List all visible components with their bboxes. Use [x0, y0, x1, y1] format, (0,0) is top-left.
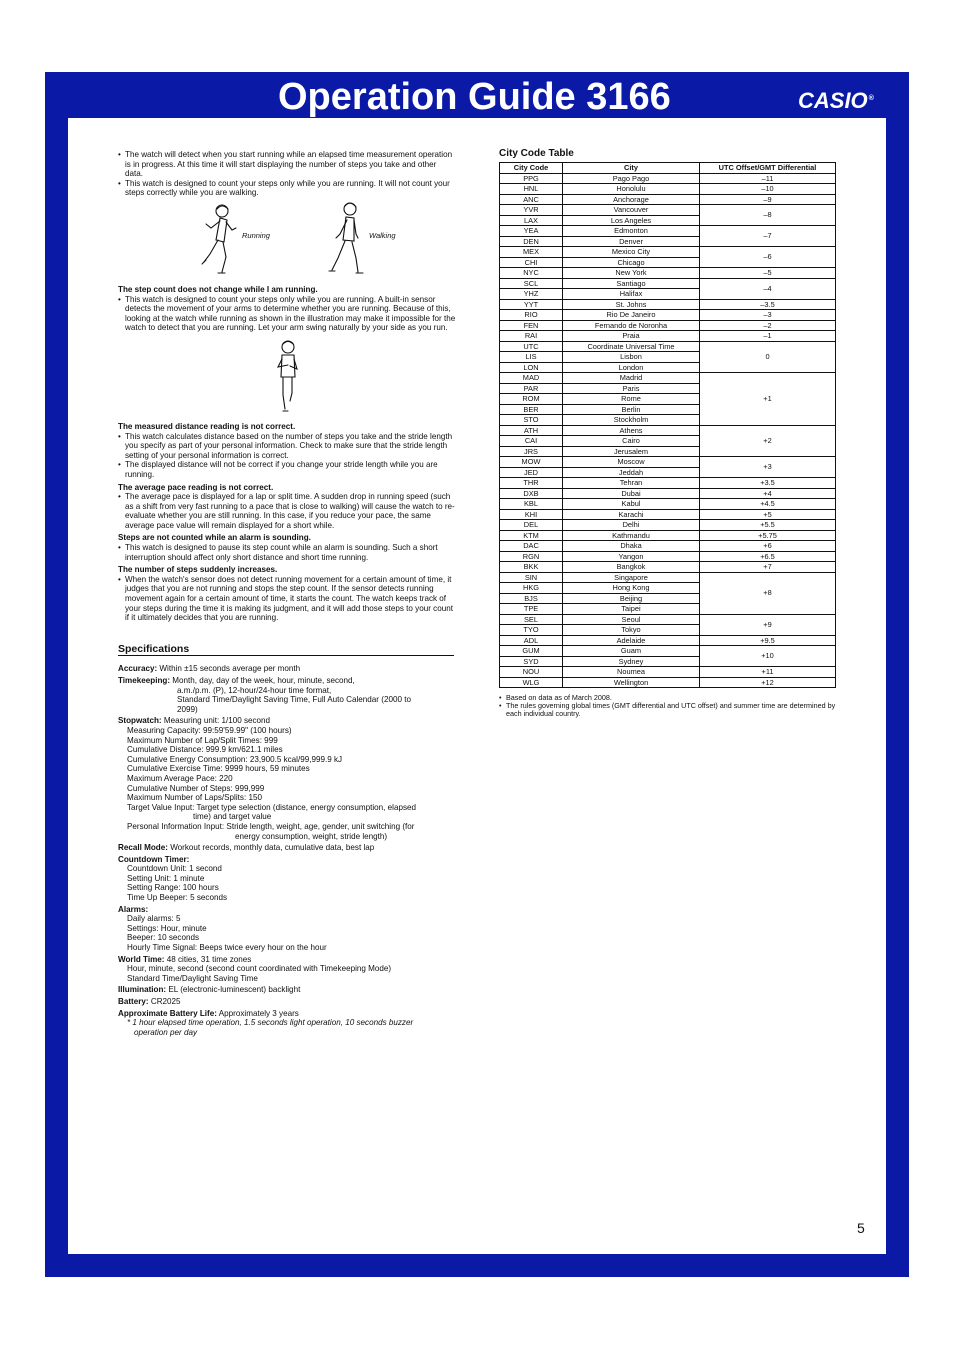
cell-utc-offset: –11 — [700, 173, 836, 184]
table-row — [500, 331, 836, 342]
table-row — [500, 341, 836, 352]
walking-caption: Walking — [369, 230, 396, 240]
cell-utc-offset: +4.5 — [700, 499, 836, 510]
cell-utc-offset: –3 — [700, 310, 836, 321]
runner-illustration — [200, 202, 240, 278]
section-pace-text: • The average pace is displayed for a lap or split time. A sudden drop in running speed (such as a shift from very fast running to a pace that is close to walking) will cause the watch to re-evaluate whether you are still running. In this case, if you reduce your pace, the same average pace value will remain displayed for a short while. — [118, 492, 456, 530]
spec-world-time-value: 48 cities, 31 time zones — [166, 954, 252, 964]
spec-stopwatch-line: Target Value Input: Target type selection (distance, energy consumption, elapsed — [127, 802, 417, 812]
cell-city: Madrid — [563, 373, 700, 384]
cell-city-code: NYC — [500, 268, 563, 279]
spec-stopwatch-line: Measuring Capacity: 99:59'59.99" (100 hours) — [127, 725, 292, 735]
cell-city: Kathmandu — [563, 530, 700, 541]
spec-stopwatch — [118, 716, 456, 726]
spec-battery — [118, 997, 456, 1007]
cell-city: Berlin — [563, 404, 700, 415]
page-title: Operation Guide 3166 — [278, 76, 671, 118]
cell-city: Fernando de Noronha — [563, 320, 700, 331]
cell-city: Lisbon — [563, 352, 700, 363]
cell-city-code: PPG — [500, 173, 563, 184]
cell-city: New York — [563, 268, 700, 279]
cell-city-code: JED — [500, 467, 563, 478]
cell-utc-offset: +1 — [700, 373, 836, 426]
cell-utc-offset: –8 — [700, 205, 836, 226]
cell-city: Edmonton — [563, 226, 700, 237]
section-distance-text-1: • This watch calculates distance based on the number of steps you take and the stride length you specify as part of your personal information. Check to make sure that the stride length setting of your personal information is correct. — [118, 432, 456, 461]
cell-city-code: CHI — [500, 257, 563, 268]
table-row — [500, 247, 836, 258]
intro-bullet-1: • The watch will detect when you start running while an elapsed time measurement operation is in progress. At this time it will start displaying the number of steps you take and other data. — [118, 150, 456, 179]
page-number: 5 — [857, 1220, 865, 1236]
cell-utc-offset: –9 — [700, 194, 836, 205]
table-row — [500, 184, 836, 195]
cell-utc-offset: +8 — [700, 572, 836, 614]
spec-illumination-label: Illumination: — [118, 985, 167, 995]
spec-alarms — [118, 905, 456, 915]
section-steps-increase-heading: The number of steps suddenly increases. — [118, 565, 278, 575]
cell-utc-offset: +2 — [700, 425, 836, 457]
spec-battery-life-note: operation per day — [134, 1027, 197, 1037]
table-header-row — [500, 163, 836, 174]
spec-stopwatch-line: Cumulative Energy Consumption: 23,900.5 kcal/99,999.9 kJ — [127, 754, 343, 764]
cell-city: Dhaka — [563, 541, 700, 552]
table-row — [500, 478, 836, 489]
cell-utc-offset: –5 — [700, 268, 836, 279]
section-alarm-text: • This watch is designed to pause its step count while an alarm is sounding. Such a short interruption should affect only short distance and short time running. — [118, 543, 456, 562]
cell-city-code: MAD — [500, 373, 563, 384]
cell-city-code: DEL — [500, 520, 563, 531]
table-row — [500, 667, 836, 678]
spec-recall-label: Recall Mode: — [118, 843, 168, 853]
spec-stopwatch-line: Maximum Average Pace: 220 — [127, 773, 233, 783]
cell-city: Seoul — [563, 614, 700, 625]
table-row — [500, 320, 836, 331]
cell-utc-offset: 0 — [700, 341, 836, 373]
section-steps-increase-text: • When the watch's sensor does not detect running movement for a certain amount of time, it judges that you are not running and stops the step count. If the sensor detects running movement again for a certain amount of time, it starts the count. The watch keeps track of your steps during the time it is making its judgment, and it will add those steps to your count if it ultimately decides that you are running. — [118, 575, 456, 623]
brand-name: CASIO — [798, 88, 868, 113]
cell-city-code: MOW — [500, 457, 563, 468]
section-step-count-heading: The step count does not change while I am running. — [118, 284, 318, 294]
spec-alarms-line: Hourly Time Signal: Beeps twice every hour on the hour — [127, 943, 327, 953]
table-row — [500, 572, 836, 583]
spec-recall — [118, 843, 456, 853]
table-row — [500, 226, 836, 237]
cell-city: London — [563, 362, 700, 373]
city-table-body — [500, 173, 836, 688]
spec-stopwatch-line: Maximum Number of Lap/Split Times: 999 — [127, 735, 278, 745]
right-column — [499, 148, 836, 718]
spec-stopwatch-value: Measuring unit: 1/100 second — [163, 716, 271, 726]
cell-city-code: SCL — [500, 278, 563, 289]
brand-logo — [798, 88, 874, 114]
spec-countdown — [118, 855, 456, 865]
spec-timekeeping — [118, 676, 456, 686]
spec-stopwatch-line: Cumulative Number of Steps: 999,999 — [127, 783, 265, 793]
cell-city-code: BER — [500, 404, 563, 415]
cell-utc-offset: –2 — [700, 320, 836, 331]
cell-city: Jeddah — [563, 467, 700, 478]
cell-city-code: RIO — [500, 310, 563, 321]
cell-utc-offset: +5.75 — [700, 530, 836, 541]
spec-alarms-line: Beeper: 10 seconds — [127, 933, 199, 943]
cell-city: Karachi — [563, 509, 700, 520]
cell-city-code: LON — [500, 362, 563, 373]
cell-city-code: RGN — [500, 551, 563, 562]
cell-city-code: JRS — [500, 446, 563, 457]
column-header-utc-offset: UTC Offset/GMT Differential — [700, 163, 836, 174]
intro-bullet-2: • This watch is designed to count your steps only while you are running. It will not count your steps correctly while you are walking. — [118, 179, 456, 198]
cell-city-code: SYD — [500, 656, 563, 667]
spec-countdown-line: Setting Unit: 1 minute — [127, 873, 205, 883]
spec-illumination-value: EL (electronic-luminescent) backlight — [168, 985, 301, 995]
table-note-1: • Based on data as of March 2008. — [499, 694, 836, 702]
cell-city: Athens — [563, 425, 700, 436]
cell-city-code: FEN — [500, 320, 563, 331]
cell-city: Santiago — [563, 278, 700, 289]
table-row — [500, 677, 836, 688]
cell-city: Rome — [563, 394, 700, 405]
cell-city-code: LIS — [500, 352, 563, 363]
spec-stopwatch-line: Maximum Number of Laps/Splits: 150 — [127, 793, 262, 803]
cell-city-code: HKG — [500, 583, 563, 594]
cell-city-code: THR — [500, 478, 563, 489]
cell-city: Cairo — [563, 436, 700, 447]
runner-looking-at-watch-illustration — [270, 339, 306, 415]
table-row — [500, 520, 836, 531]
cell-city-code: YYT — [500, 299, 563, 310]
table-row — [500, 530, 836, 541]
cell-city-code: STO — [500, 415, 563, 426]
spec-timekeeping-value: Month, day, day of the week, hour, minute, second, — [172, 676, 355, 685]
cell-city-code: KTM — [500, 530, 563, 541]
spec-world-time — [118, 955, 456, 965]
table-row — [500, 488, 836, 499]
spec-recall-value: Workout records, monthly data, cumulative data, best lap — [170, 843, 375, 853]
cell-utc-offset: +5.5 — [700, 520, 836, 531]
cell-city: Rio De Janeiro — [563, 310, 700, 321]
cell-city-code: HNL — [500, 184, 563, 195]
spec-world-time-line: Standard Time/Daylight Saving Time — [127, 973, 258, 983]
city-code-table — [499, 162, 836, 688]
cell-utc-offset: +6.5 — [700, 551, 836, 562]
cell-utc-offset: +4 — [700, 488, 836, 499]
spec-world-time-line: Hour, minute, second (second count coordinated with Timekeeping Mode) — [127, 964, 392, 974]
table-row — [500, 457, 836, 468]
section-alarm-heading: Steps are not counted while an alarm is sounding. — [118, 533, 311, 543]
cell-city-code: ATH — [500, 425, 563, 436]
spec-alarms-line: Settings: Hour, minute — [127, 923, 207, 933]
cell-city: Delhi — [563, 520, 700, 531]
cell-city-code: KHI — [500, 509, 563, 520]
spec-accuracy-label: Accuracy: — [118, 664, 158, 674]
table-row — [500, 173, 836, 184]
spec-stopwatch-line: Cumulative Exercise Time: 9999 hours, 59 minutes — [127, 764, 310, 774]
cell-city-code: TYO — [500, 625, 563, 636]
cell-city: Guam — [563, 646, 700, 657]
cell-city: Singapore — [563, 572, 700, 583]
cell-utc-offset: +7 — [700, 562, 836, 573]
cell-city: Halifax — [563, 289, 700, 300]
section-pace-heading: The average pace reading is not correct. — [118, 482, 274, 492]
cell-city: Adelaide — [563, 635, 700, 646]
cell-utc-offset: +9.5 — [700, 635, 836, 646]
cell-city-code: LAX — [500, 215, 563, 226]
cell-city-code: KBL — [500, 499, 563, 510]
cell-city-code: ROM — [500, 394, 563, 405]
cell-city: Noumea — [563, 667, 700, 678]
spec-stopwatch-line: time) and target value — [193, 812, 272, 822]
section-distance-text-2: • The displayed distance will not be correct if you change your stride length while you are running. — [118, 460, 456, 479]
table-row — [500, 268, 836, 279]
spec-timekeeping-line: a.m./p.m. (P), 12-hour/24-hour time format, — [177, 685, 332, 695]
table-row — [500, 499, 836, 510]
cell-utc-offset: +10 — [700, 646, 836, 667]
cell-utc-offset: +11 — [700, 667, 836, 678]
cell-utc-offset: –6 — [700, 247, 836, 268]
cell-city-code: RAI — [500, 331, 563, 342]
section-step-count-text: • This watch is designed to count your steps only while you are running. A built-in sensor detects the movement of your arms to determine whether you are running. Because of this, looking at the watch while running as shown in the illustration may make it impossible for the watch to detect that you are running. Let your arm swing naturally by your side as you run. — [118, 295, 456, 333]
registered-mark: ® — [868, 94, 874, 102]
city-code-table-title: City Code Table — [499, 148, 574, 159]
spec-battery-label: Battery: — [118, 997, 149, 1006]
cell-city-code: DXB — [500, 488, 563, 499]
cell-city: Moscow — [563, 457, 700, 468]
spec-battery-life-note: * 1 hour elapsed time operation, 1.5 seconds light operation, 10 seconds buzzer — [127, 1018, 414, 1028]
spec-battery-life-label: Approximate Battery Life: — [118, 1008, 217, 1018]
cell-utc-offset: –1 — [700, 331, 836, 342]
cell-city-code: YVR — [500, 205, 563, 216]
cell-city-code: SEL — [500, 614, 563, 625]
cell-city-code: ANC — [500, 194, 563, 205]
table-row — [500, 562, 836, 573]
spec-battery-value: CR2025 — [150, 997, 181, 1006]
table-row — [500, 310, 836, 321]
cell-city: Denver — [563, 236, 700, 247]
cell-utc-offset: –4 — [700, 278, 836, 299]
spec-timekeeping-label: Timekeeping: — [118, 676, 171, 685]
cell-utc-offset: +12 — [700, 677, 836, 688]
cell-city: Hong Kong — [563, 583, 700, 594]
left-column — [118, 150, 456, 1037]
cell-city: Los Angeles — [563, 215, 700, 226]
table-row — [500, 194, 836, 205]
column-header-city: City — [563, 163, 700, 174]
spec-alarms-line: Daily alarms: 5 — [127, 914, 181, 924]
cell-city: Taipei — [563, 604, 700, 615]
running-walking-figure — [118, 198, 456, 282]
spec-timekeeping-line: 2099) — [177, 704, 198, 714]
spec-battery-life — [118, 1009, 456, 1019]
table-row — [500, 205, 836, 216]
table-row — [500, 425, 836, 436]
cell-city-code: DAC — [500, 541, 563, 552]
cell-utc-offset: +5 — [700, 509, 836, 520]
cell-city: Praia — [563, 331, 700, 342]
cell-city: Pago Pago — [563, 173, 700, 184]
spec-accuracy-value: Within ±15 seconds average per month — [159, 664, 301, 674]
column-header-city-code: City Code — [500, 163, 563, 174]
table-notes — [499, 694, 836, 718]
spec-stopwatch-line: energy consumption, weight, stride length) — [235, 831, 388, 841]
cell-city: Beijing — [563, 593, 700, 604]
cell-city-code: YEA — [500, 226, 563, 237]
cell-utc-offset: +6 — [700, 541, 836, 552]
cell-city-code: ADL — [500, 635, 563, 646]
running-caption: Running — [242, 230, 270, 240]
cell-city: Tehran — [563, 478, 700, 489]
walker-illustration — [326, 200, 370, 278]
cell-city: Yangon — [563, 551, 700, 562]
spec-world-time-label: World Time: — [118, 954, 165, 964]
table-row — [500, 614, 836, 625]
spec-stopwatch-line: Cumulative Distance: 999.9 km/621.1 miles — [127, 745, 283, 755]
cell-utc-offset: +3 — [700, 457, 836, 478]
table-row — [500, 646, 836, 657]
cell-city: Stockholm — [563, 415, 700, 426]
cell-city-code: BJS — [500, 593, 563, 604]
table-note-2: • The rules governing global times (GMT differential and UTC offset) and summer time are determined by each individual country. — [499, 702, 836, 718]
cell-city-code: DEN — [500, 236, 563, 247]
cell-city-code: SIN — [500, 572, 563, 583]
cell-city-code: TPE — [500, 604, 563, 615]
spec-stopwatch-label: Stopwatch: — [118, 716, 162, 726]
cell-city: Honolulu — [563, 184, 700, 195]
cell-city: Wellington — [563, 677, 700, 688]
spec-countdown-line: Time Up Beeper: 5 seconds — [127, 893, 228, 903]
cell-city: Coordinate Universal Time — [563, 341, 700, 352]
table-row — [500, 299, 836, 310]
spec-alarms-label: Alarms: — [118, 904, 149, 914]
cell-utc-offset: +9 — [700, 614, 836, 635]
cell-city: Jerusalem — [563, 446, 700, 457]
cell-city: St. Johns — [563, 299, 700, 310]
cell-city: Anchorage — [563, 194, 700, 205]
cell-city-code: UTC — [500, 341, 563, 352]
cell-city-code: BKK — [500, 562, 563, 573]
cell-city: Tokyo — [563, 625, 700, 636]
spec-stopwatch-line: Personal Information Input: Stride length, weight, age, gender, unit switching (for — [127, 821, 415, 831]
cell-city-code: WLG — [500, 677, 563, 688]
cell-city-code: YHZ — [500, 289, 563, 300]
spec-timekeeping-line: Standard Time/Daylight Saving Time, Full Auto Calendar (2000 to — [177, 695, 411, 705]
runner-watch-figure — [118, 333, 456, 419]
cell-city: Vancouver — [563, 205, 700, 216]
table-row — [500, 551, 836, 562]
table-row — [500, 541, 836, 552]
cell-city: Mexico City — [563, 247, 700, 258]
table-row — [500, 373, 836, 384]
specifications-heading: Specifications — [118, 645, 454, 657]
cell-city-code: NOU — [500, 667, 563, 678]
spec-illumination — [118, 985, 456, 995]
spec-battery-life-value: Approximately 3 years — [218, 1008, 299, 1018]
cell-city: Sydney — [563, 656, 700, 667]
cell-city-code: CAI — [500, 436, 563, 447]
spec-accuracy — [118, 664, 456, 674]
cell-city-code: GUM — [500, 646, 563, 657]
cell-utc-offset: +3.5 — [700, 478, 836, 489]
table-row — [500, 635, 836, 646]
cell-city: Kabul — [563, 499, 700, 510]
cell-utc-offset: –3.5 — [700, 299, 836, 310]
spec-countdown-label: Countdown Timer: — [118, 854, 190, 864]
spec-countdown-line: Countdown Unit: 1 second — [127, 864, 222, 874]
cell-utc-offset: –10 — [700, 184, 836, 195]
cell-utc-offset: –7 — [700, 226, 836, 247]
cell-city: Paris — [563, 383, 700, 394]
cell-city: Chicago — [563, 257, 700, 268]
table-row — [500, 509, 836, 520]
cell-city: Bangkok — [563, 562, 700, 573]
spec-countdown-line: Setting Range: 100 hours — [127, 883, 219, 893]
cell-city: Dubai — [563, 488, 700, 499]
cell-city-code: MEX — [500, 247, 563, 258]
table-row — [500, 278, 836, 289]
cell-city-code: PAR — [500, 383, 563, 394]
section-distance-heading: The measured distance reading is not correct. — [118, 421, 296, 431]
